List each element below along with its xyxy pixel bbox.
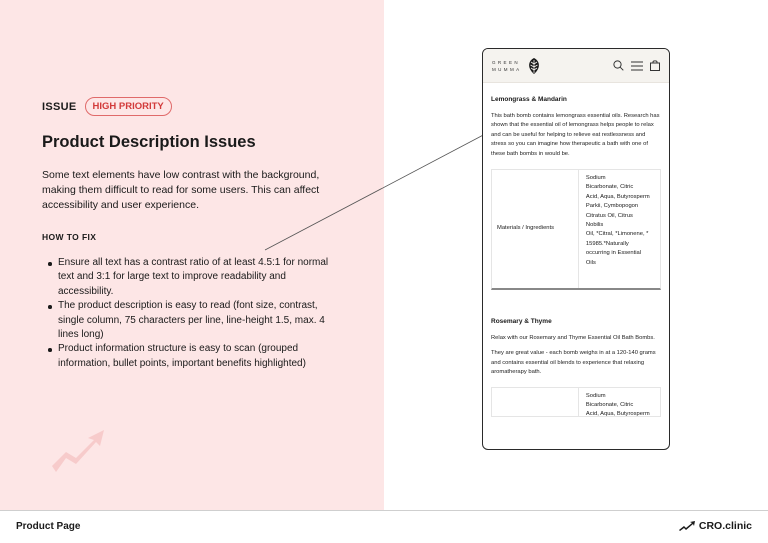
fix-item: Ensure all text has a contrast ratio of at least 4.5:1 for normal text and 3:1 for large text to improve readability and accessibility.: [46, 256, 336, 299]
product-title: Lemongrass & Mandarin: [491, 96, 567, 103]
priority-badge: HIGH PRIORITY: [85, 97, 172, 116]
search-icon[interactable]: [613, 60, 624, 71]
bag-icon[interactable]: [650, 60, 660, 71]
issue-label: ISSUE: [42, 100, 77, 113]
ingredients-value: Sodium Bicarbonate, Citric Acid, Aqua, Butyrosperm: [585, 392, 650, 416]
footer-brand-name: CRO.clinic: [698, 520, 752, 532]
footer-brand: [679, 520, 752, 532]
brand-logo: [492, 57, 542, 75]
phone-mockup: [482, 48, 670, 450]
footer-divider: [0, 510, 768, 511]
fix-item: Product information structure is easy to scan (grouped information, bullet points, important benefits highlighted): [46, 342, 336, 371]
how-to-fix-heading: HOW TO FIX: [42, 232, 97, 242]
product-description: Relax with our Rosemary and Thyme Essential Oil Bath Bombs.: [491, 335, 655, 342]
ingredients-value: Sodium Bicarbonate, Citric Acid, Aqua, Butyrosperm Parkii, Cymbopogon Citratus Oil, Citrus Nobilis Oil, *Citral, *Limonene, * 15985.*Naturally occurring in Essential Oils: [585, 175, 650, 266]
product-title: Rosemary & Thyme: [491, 318, 552, 326]
phone-body: [483, 96, 669, 417]
ingredients-label: Materials / Ingredients: [492, 170, 579, 288]
product-description: This bath bomb contains lemongrass essential oils. Research has shown that the essential oil of lemongrass helps people to relax and can be useful for helping to relieve eat restlessness and stress so you can imagine how therapeutic a bath with one of these bath bombs in would be.: [491, 113, 660, 157]
brand-line: GREEN: [492, 59, 521, 65]
cro-clinic-logo-icon: [679, 521, 695, 531]
issue-title: Product Description Issues: [42, 133, 256, 151]
leaf-logo-icon: [526, 57, 542, 75]
header-icons: [613, 60, 660, 71]
footer-page-label: Product Page: [16, 521, 81, 532]
phone-header: [483, 49, 669, 83]
ingredients-table: [491, 387, 661, 417]
product-description: They are great value - each bomb weighs in at a 120-140 grams and contains essential oil blends to experience that relaxing aromatherapy bath.: [491, 350, 656, 376]
ingredients-table: [491, 169, 661, 290]
brand-line: MUMMA: [492, 66, 522, 72]
ingredients-label: [492, 388, 579, 416]
issue-description: Some text elements have low contrast with the background, making them difficult to read for some users. This can affect accessibility and user experience.: [42, 169, 320, 211]
menu-icon[interactable]: [631, 61, 643, 71]
fix-item: The product description is easy to read (font size, contrast, single column, 75 characters per line, line-height 1.5, max. 4 lines long): [46, 299, 336, 342]
